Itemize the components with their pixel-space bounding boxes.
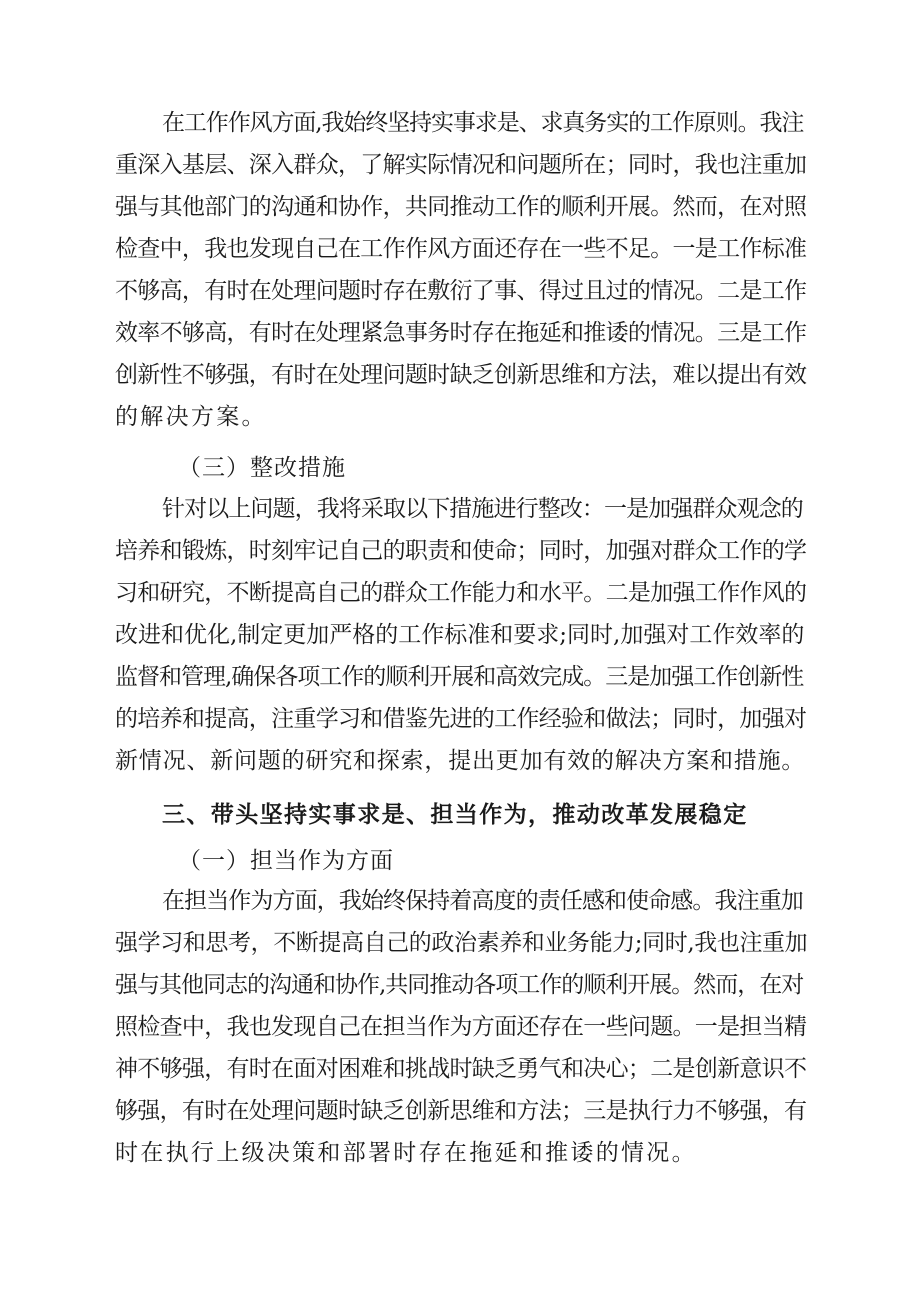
section-heading: （三）整改措施 <box>178 455 346 481</box>
paragraph-line: 够强，有时在处理问题时缺乏创新思维和方法；三是执行力不够强，有 <box>115 1098 807 1124</box>
paragraph-line: 时在执行上级决策和部署时存在拖延和推诿的情况。 <box>115 1140 697 1166</box>
chapter-heading: 三、带头坚持实事求是、担当作为，推动改革发展稳定 <box>162 801 748 828</box>
paragraph-line: 监督和管理,确保各项工作的顺利开展和高效完成。三是加强工作创新性 <box>115 664 804 690</box>
paragraph-line: 检查中，我也发现自己在工作作风方面还存在一些不足。一是工作标准 <box>115 236 807 262</box>
paragraph-line: 强学习和思考，不断提高自己的政治素养和业务能力;同时,我也注重加 <box>115 930 808 956</box>
paragraph-line: 习和研究，不断提高自己的群众工作能力和水平。二是加强工作作风的 <box>115 580 807 606</box>
paragraph-line: 在工作作风方面,我始终坚持实事求是、求真务实的工作原则。我注 <box>162 110 804 136</box>
paragraph-line: 在担当作为方面，我始终保持着高度的责任感和使命感。我注重加 <box>162 888 803 914</box>
paragraph-line: 强与其他同志的沟通和协作,共同推动各项工作的顺利开展。然而，在对 <box>115 972 804 998</box>
paragraph-line: 神不够强，有时在面对困难和挑战时缺乏勇气和决心；二是创新意识不 <box>115 1056 807 1082</box>
paragraph-line: 重深入基层、深入群众，了解实际情况和问题所在；同时，我也注重加 <box>115 152 807 178</box>
paragraph-line: 的培养和提高，注重学习和借鉴先进的工作经验和做法；同时，加强对 <box>115 706 807 732</box>
paragraph-line: 照检查中，我也发现自己在担当作为方面还存在一些问题。一是担当精 <box>115 1014 807 1040</box>
paragraph-line: 不够高，有时在处理问题时存在敷衍了事、得过且过的情况。二是工作 <box>115 278 807 304</box>
paragraph-line: 效率不够高，有时在处理紧急事务时存在拖延和推诿的情况。三是工作 <box>115 320 807 346</box>
paragraph-line: 的解决方案。 <box>115 404 267 430</box>
paragraph-line: 创新性不够强，有时在处理问题时缺乏创新思维和方法，难以提出有效 <box>115 362 807 388</box>
paragraph-line: 新情况、新问题的研究和探索，提出更加有效的解决方案和措施。 <box>115 748 806 774</box>
paragraph-line: 培养和锻炼，时刻牢记自己的职责和使命；同时，加强对群众工作的学 <box>115 538 807 564</box>
paragraph-line: 改进和优化,制定更加严格的工作标准和要求;同时,加强对工作效率的 <box>115 622 805 648</box>
paragraph-line: 强与其他部门的沟通和协作，共同推动工作的顺利开展。然而，在对照 <box>115 194 807 220</box>
section-heading: （一）担当作为方面 <box>178 848 394 874</box>
paragraph-line: 针对以上问题，我将采取以下措施进行整改：一是加强群众观念的 <box>162 496 803 522</box>
